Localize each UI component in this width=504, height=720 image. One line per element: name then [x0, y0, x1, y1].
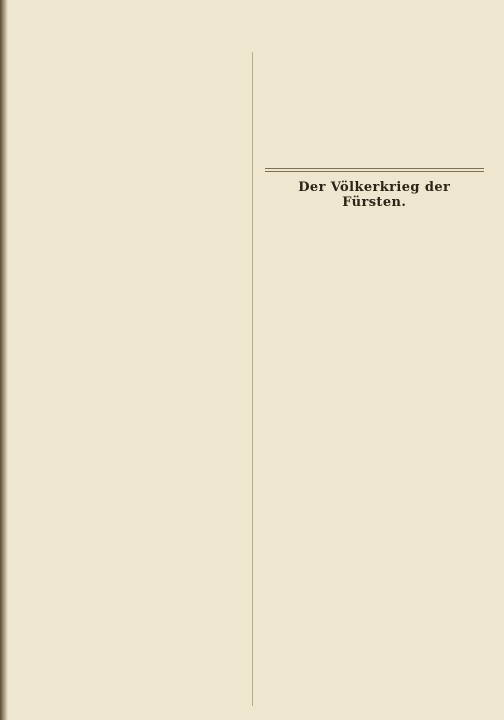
left-column-text	[24, 52, 244, 706]
left-column	[24, 52, 253, 706]
right-column	[265, 52, 485, 706]
right-top-text	[265, 52, 485, 164]
book-spine-shadow	[0, 0, 8, 720]
section-divider	[265, 168, 485, 172]
article-body	[265, 215, 485, 704]
page-columns	[24, 52, 484, 706]
article-headline: Der Völkerkrieg der Fürsten.	[298, 180, 451, 210]
